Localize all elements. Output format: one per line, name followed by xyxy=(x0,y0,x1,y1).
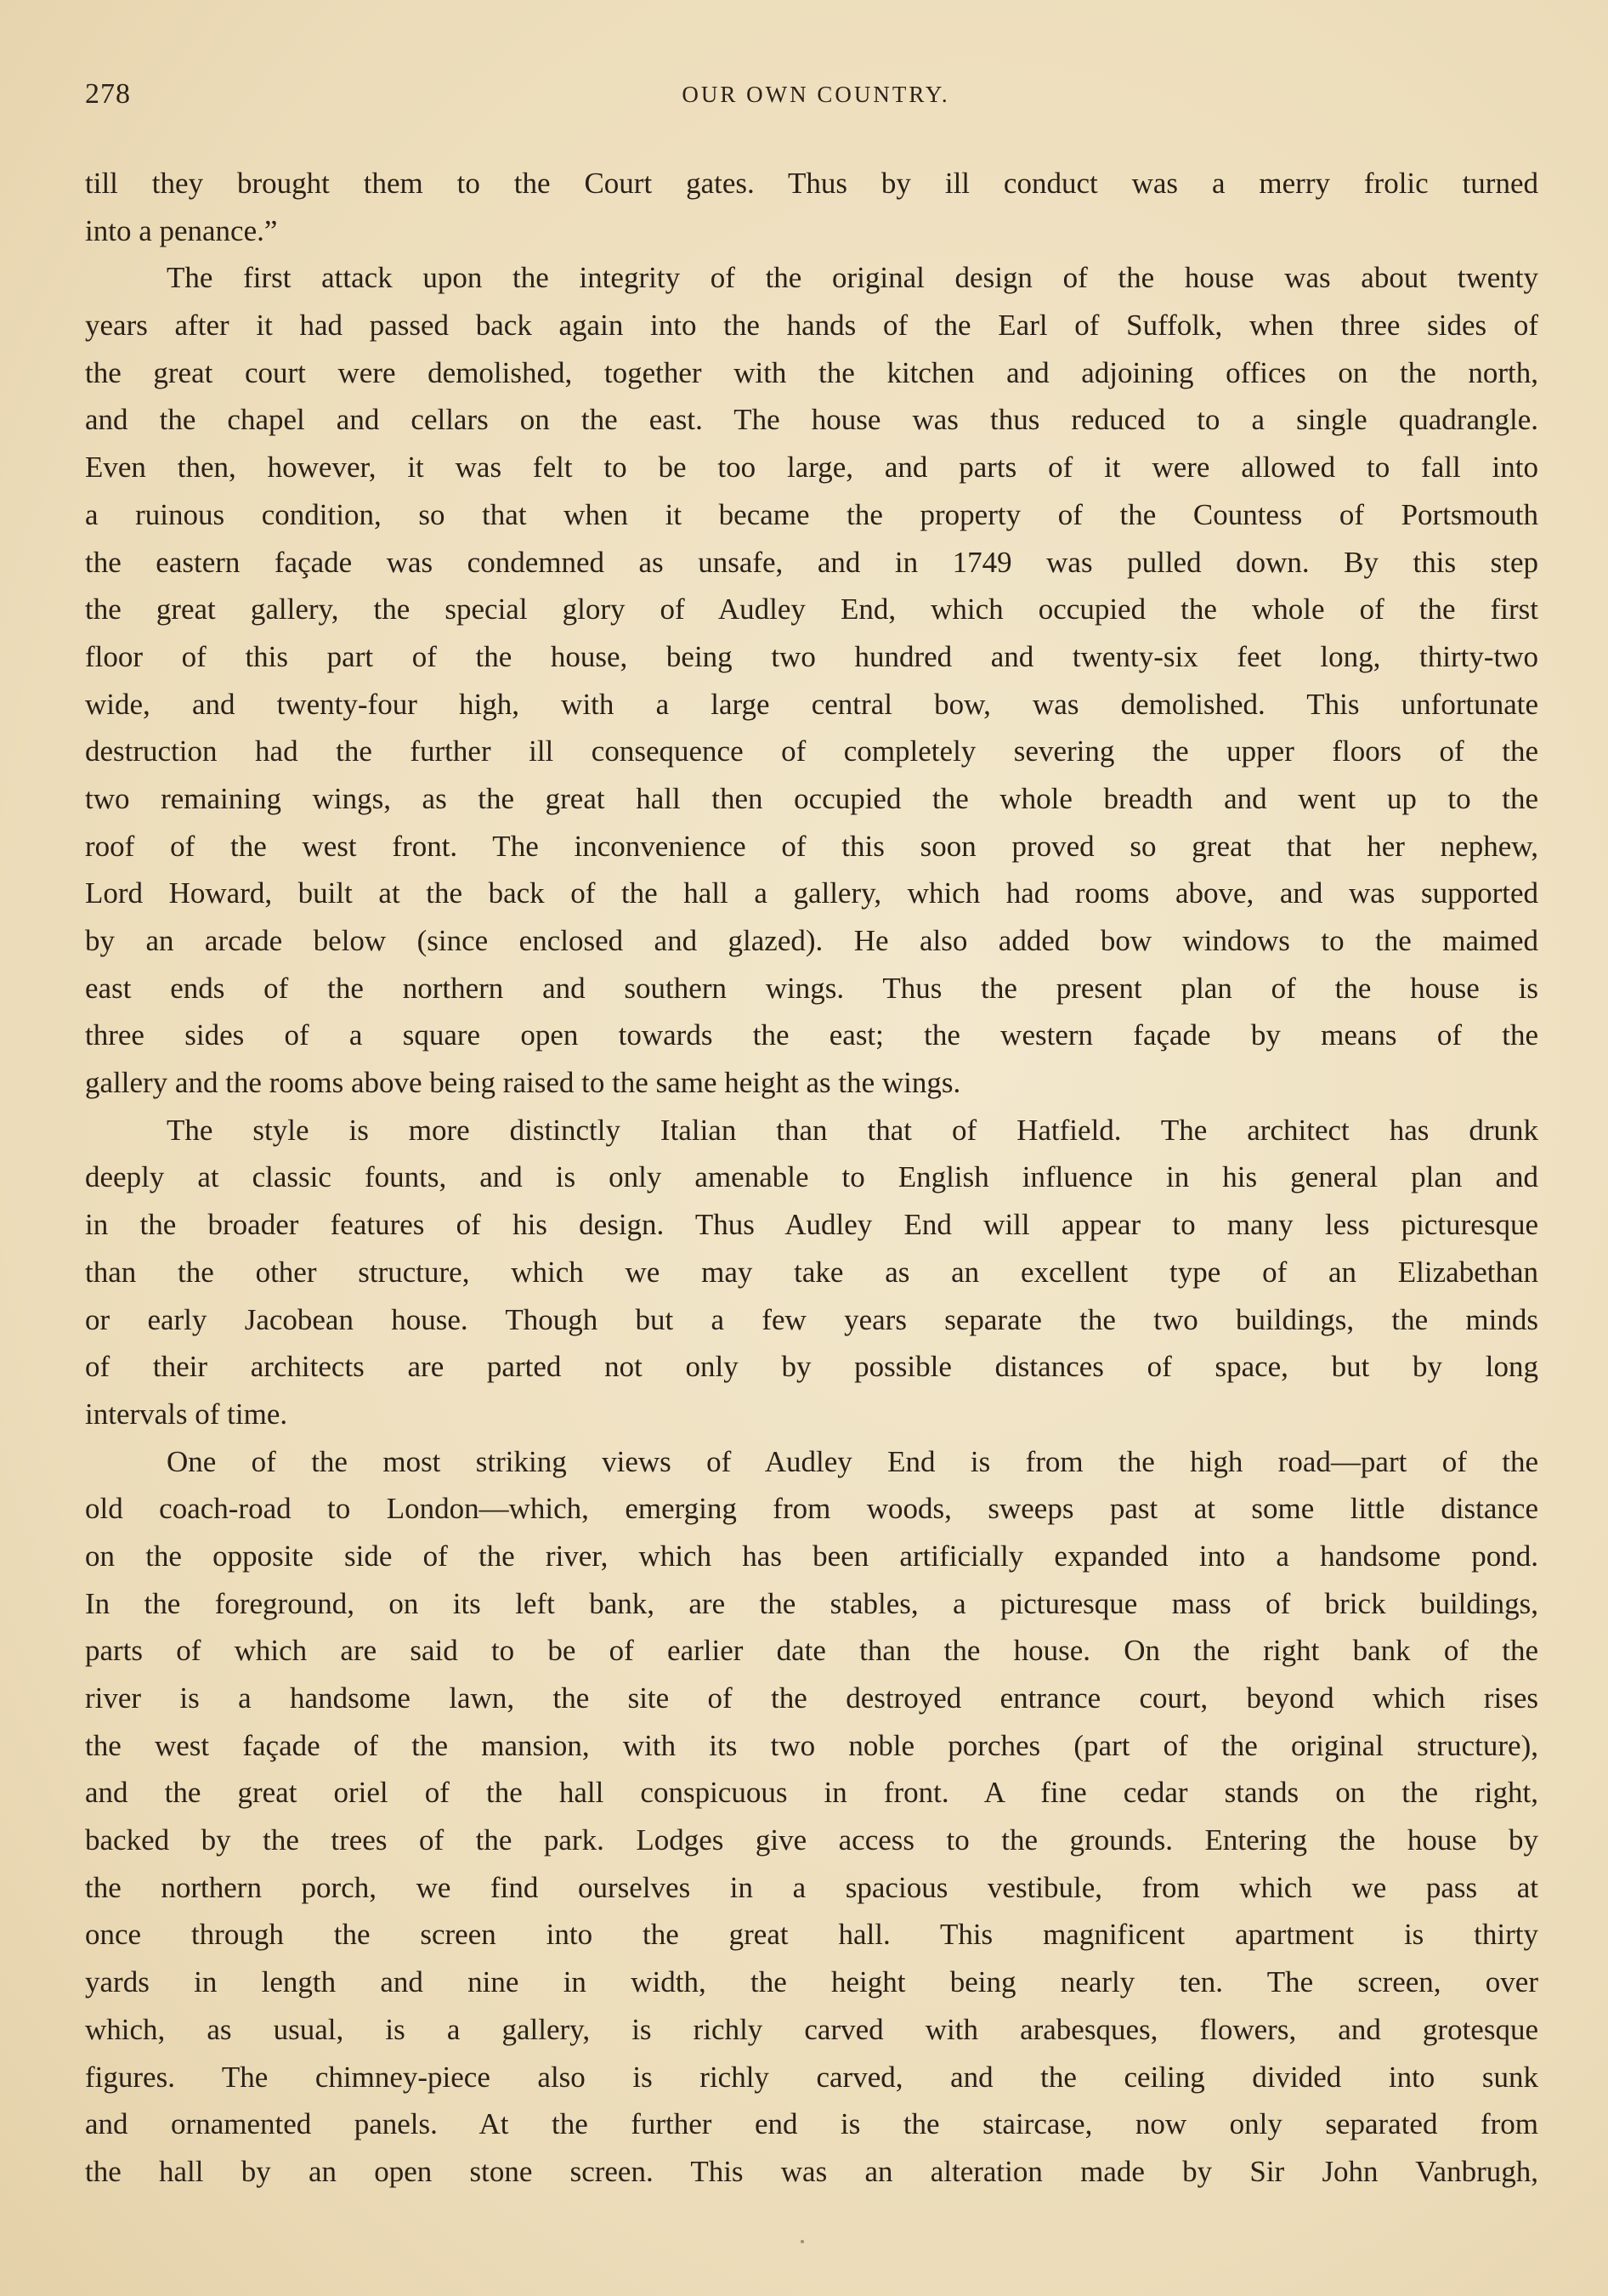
paragraph-first-line: The first attack upon the integrity of the original design of the house was about twenty xyxy=(167,261,1538,295)
text-line: into a penance.” xyxy=(85,213,278,247)
text-line: once through the screen into the great hall. This magnificent apartment is thirty xyxy=(85,1918,1538,1952)
text-line: the great gallery, the special glory of Audley End, which occupied the whole of the first xyxy=(85,592,1538,626)
text-line: which, as usual, is a gallery, is richly carved with arabesques, flowers, and grotesque xyxy=(85,2012,1538,2046)
text-line: of their architects are parted not only by possible distances of space, but by long xyxy=(85,1350,1538,1384)
text-line: wide, and twenty-four high, with a large central bow, was demolished. This unfortunate xyxy=(85,687,1538,721)
paragraph-first-line: The style is more distinctly Italian than that of Hatfield. The architect has drunk xyxy=(167,1113,1538,1147)
text-line: and ornamented panels. At the further end is the staircase, now only separated from xyxy=(85,2107,1538,2141)
text-line: and the chapel and cellars on the east. The house was thus reduced to a single quadrangle. xyxy=(85,403,1538,437)
text-line: a ruinous condition, so that when it became the property of the Countess of Portsmouth xyxy=(85,497,1538,531)
text-line: yards in length and nine in width, the height being nearly ten. The screen, over xyxy=(85,1965,1538,1999)
text-line: years after it had passed back again into the hands of the Earl of Suffolk, when three sides of xyxy=(85,309,1538,343)
text-line: deeply at classic founts, and is only amenable to English influence in his general plan and xyxy=(85,1160,1538,1194)
text-line: roof of the west front. The inconvenience of this soon proved so great that her nephew, xyxy=(85,829,1538,863)
text-line: Even then, however, it was felt to be too large, and parts of it were allowed to fall into xyxy=(85,451,1538,485)
text-line: by an arcade below (since enclosed and glazed). He also added bow windows to the maimed xyxy=(85,924,1538,957)
text-line: the eastern façade was condemned as unsafe, and in 1749 was pulled down. By this step xyxy=(85,545,1538,579)
text-line: in the broader features of his design. Thus Audley End will appear to many less picturesque xyxy=(85,1208,1538,1242)
text-line: floor of this part of the house, being two hundred and twenty-six feet long, thirty-two xyxy=(85,639,1538,673)
text-line: three sides of a square open towards the east; the western façade by means of the xyxy=(85,1018,1538,1052)
text-line: figures. The chimney-piece also is richly carved, and the ceiling divided into sunk xyxy=(85,2060,1538,2094)
running-title: OUR OWN COUNTRY. xyxy=(682,82,950,107)
text-line: than the other structure, which we may take as an excellent type of an Elizabethan xyxy=(85,1255,1538,1289)
text-line: the west façade of the mansion, with its two noble porches (part of the original structure), xyxy=(85,1728,1538,1762)
text-line: river is a handsome lawn, the site of the destroyed entrance court, beyond which rises xyxy=(85,1681,1538,1715)
text-line: old coach-road to London—which, emerging from woods, sweeps past at some little distance xyxy=(85,1492,1538,1526)
text-line: till they brought them to the Court gates. Thus by ill conduct was a merry frolic turned xyxy=(85,167,1538,200)
text-line: the great court were demolished, together with the kitchen and adjoining offices on the north, xyxy=(85,355,1538,389)
text-line: gallery and the rooms above being raised to the same height as the wings. xyxy=(85,1066,961,1100)
page-header xyxy=(85,78,1547,121)
text-line: the northern porch, we find ourselves in a spacious vestibule, from which we pass at xyxy=(85,1870,1538,1904)
text-line: on the opposite side of the river, which has been artificially expanded into a handsome pond. xyxy=(85,1539,1538,1573)
paragraph-first-line: One of the most striking views of Audley End is from the high road—part of the xyxy=(167,1444,1538,1478)
text-line: Lord Howard, built at the back of the hall a gallery, which had rooms above, and was supported xyxy=(85,876,1538,910)
text-line: parts of which are said to be of earlier date than the house. On the right bank of the xyxy=(85,1634,1538,1668)
paper-speck xyxy=(801,2240,804,2243)
text-line: intervals of time. xyxy=(85,1397,288,1431)
text-line: In the foreground, on its left bank, are the stables, a picturesque mass of brick buildings, xyxy=(85,1586,1538,1620)
text-line: or early Jacobean house. Though but a few years separate the two buildings, the minds xyxy=(85,1302,1538,1336)
text-line: and the great oriel of the hall conspicuous in front. A fine cedar stands on the right, xyxy=(85,1776,1538,1810)
text-line: two remaining wings, as the great hall then occupied the whole breadth and went up to the xyxy=(85,781,1538,815)
page-number: 278 xyxy=(85,78,131,110)
text-line: the hall by an open stone screen. This was an alteration made by Sir John Vanbrugh, xyxy=(85,2154,1538,2188)
text-line: destruction had the further ill consequence of completely severing the upper floors of the xyxy=(85,734,1538,768)
text-line: east ends of the northern and southern wings. Thus the present plan of the house is xyxy=(85,971,1538,1005)
text-line: backed by the trees of the park. Lodges give access to the grounds. Entering the house by xyxy=(85,1823,1538,1857)
body-text xyxy=(85,160,1538,2196)
